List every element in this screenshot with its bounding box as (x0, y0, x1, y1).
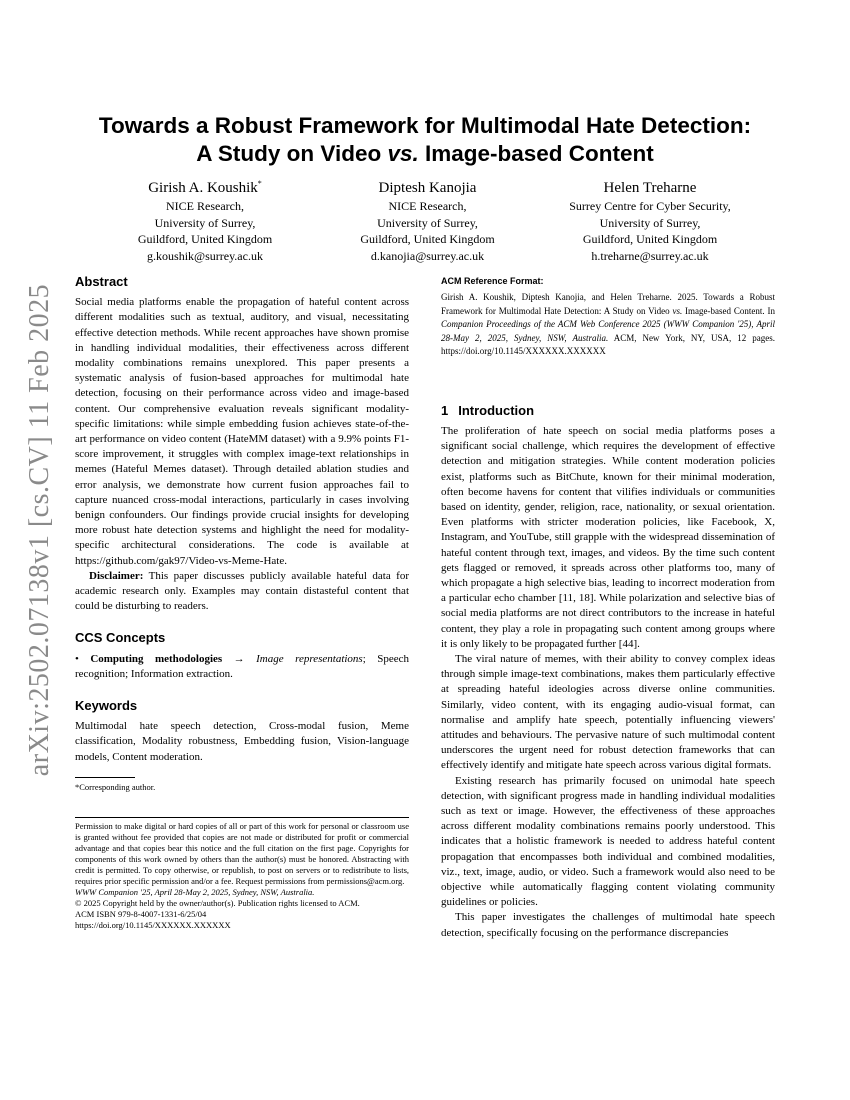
left-column (75, 274, 409, 931)
abstract-body: Social media platforms enable the propagation of hateful content across different modalities such as textual, auditory, and visual, necessitating effective detection methods. While recent approaches have shown promise in handling individual modalities, their effectiveness across different modality combinations remains unexplored. This paper presents a systematic analysis of fusion-based approaches for multimodal hate detection, focusing on their performance across video and image-based content. Our comprehensive evaluation reveals significant modality-specific limitations: while simple embedding fusion achieves state-of-the-art performance on video content (HateMM dataset) with a 9.9% points F1-score improvement, it struggles with complex image-text relationships in memes (Hateful Memes dataset). Through detailed ablation studies and error analysis, we demonstrate how current fusion approaches fail to capture nuanced cross-modal interactions, particularly in cases involving benign confounders. Our findings provide crucial insights for developing more robust hate detection systems and highlight the need for modality-specific architectural considerations. The code is available at https://github.com/gak97/Video-vs-Meme-Hate. (75, 296, 409, 567)
author-name-text: Girish A. Koushik (148, 180, 258, 196)
intro-paragraph-4: This paper investigates the challenges of multimodal hate speech detection, specifically focusing on the performance discrepancies (441, 911, 775, 939)
disclaimer (75, 569, 409, 615)
section-title: Introduction (458, 402, 535, 418)
keywords-body: Multimodal hate speech detection, Cross-modal fusion, Meme classification, Modality robustness, Embedding fusion, Vision-language models, Content moderation. (75, 720, 409, 763)
acm-reference-heading: ACM Reference Format: (441, 276, 544, 286)
acm-ref-part3: ACM, New York, NY, USA, 12 pages. https://doi.org/10.1145/XXXXXX.XXXXXX (441, 332, 775, 357)
ccs-rest: ; Speech recognition; Information extraction. (75, 652, 410, 680)
footnote-rule (75, 777, 135, 778)
keywords-heading: Keywords (75, 698, 138, 714)
title-line-1: Towards a Robust Framework for Multimodal Hate Detection: (98, 113, 752, 138)
author-affiliation: NICE Research, (166, 199, 244, 213)
ccs-concepts (75, 652, 409, 682)
author-email[interactable]: h.treharne@surrey.ac.uk (591, 248, 709, 263)
doi-link[interactable]: https://doi.org/10.1145/XXXXXX.XXXXXX (75, 919, 231, 930)
author-email[interactable]: d.kanojia@surrey.ac.uk (370, 248, 485, 263)
acm-ref-part1: Girish A. Koushik, Diptesh Kanojia, and Helen Treharne. 2025. Towards a Robust Framework for Multimodal Hate Detection: A Study on Video (441, 292, 775, 316)
intro-paragraph-1: The proliferation of hate speech on social media platforms poses a significant social challenge, which requires the development of effective detection and mitigation strategies. While content moderation policies exist, platforms such as BitChute, known for their minimal moderation, often become havens for content that vilifies individuals or communities based on identity, gender, religion, race, nationality, or sexual orientation. Even platforms with stricter moderation policies, like Facebook, X, Instagram, and YouTube, still grapple with the widespread dissemination of hateful content through text, images, and videos. By the time such content gets flagged or removed, it spreads across other platforms too, many of which propagate a high selective bias, leading to incorrect moderation from a particular echo chamber [11, 18]. While polarization and selective bias of social media platforms are not direct contributors to the increase in hateful content, they play a role in propagating such content among groups where it is only likely to be propagated further [44]. (441, 424, 775, 650)
acm-ref-part2: Image-based Content. In (682, 305, 775, 316)
author-university: University of Surrey, (377, 215, 478, 230)
author-name (318, 178, 538, 198)
abstract-heading: Abstract (75, 274, 128, 289)
permission-notice: Permission to make digital or hard copies of all or part of this work for personal or classroom use is granted without fee provided that copies are not made or distributed for profit or commercial advantage and that copies bear this notice and the full citation on the first page. Copyrights for components of this work owned by others than the author(s) must be honored. Abstracting with credit is permitted. To copy otherwise, or republish, to post on servers or to redistribute to lists, requires prior specific permission and/or a fee. Request permissions from permissions@acm.org. (75, 820, 409, 886)
author-name (540, 178, 760, 198)
author-name-text: Helen Treharne (603, 180, 697, 196)
author-2 (318, 178, 538, 264)
ccs-category: Computing methodologies (90, 652, 223, 665)
copyright-notice: © 2025 Copyright held by the owner/author(s). Publication rights licensed to ACM. (75, 897, 360, 908)
author-email[interactable]: g.koushik@surrey.ac.uk (147, 248, 263, 263)
title-line-2 (75, 140, 775, 168)
ccs-heading: CCS Concepts (75, 630, 166, 646)
footnote-corresponding: *Corresponding author. (75, 781, 156, 792)
disclaimer-label: Disclaimer: (89, 569, 144, 582)
corresponding-mark: * (257, 179, 262, 188)
acm-ref-vs: vs. (672, 305, 683, 316)
acm-ref-venue: Companion Proceedings of the ACM Web Conference 2025 (WWW Companion '25), April 28-May 2, 2025, Sydney, NSW, Australia. (441, 319, 775, 343)
ccs-bullet: • (75, 652, 91, 665)
title-line-2-vs: vs. (387, 141, 419, 166)
arxiv-identifier-text: arXiv:2502.07138v1 [cs.CV] 11 Feb 2025 (24, 283, 55, 777)
author-name (95, 178, 315, 198)
author-affiliation: NICE Research, (388, 199, 467, 213)
intro-paragraph-3: Existing research has primarily focused on unimodal hate speech detection, with significant progress made in handling individual modalities such as text or image. However, the effectiveness of these approaches across different modality combinations remains poorly understood. This indicates that a holistic framework is needed to address hateful content propagation that encompasses both individual and combined modalities, viz., text, image, audio, or video. Such a framework would also need to be objective while automatically flagging content violating community guidelines or policies. (441, 774, 775, 909)
author-location: Guildford, United Kingdom (137, 232, 273, 246)
section-heading-introduction (441, 403, 775, 418)
paper-title (75, 112, 775, 168)
author-block (95, 178, 760, 264)
section-number: 1 (441, 402, 449, 418)
permission-rule (75, 817, 409, 818)
author-affiliation: Surrey Centre for Cyber Security, (569, 199, 731, 213)
intro-paragraph-2: The viral nature of memes, with their ability to convey complex ideas through simple image-text combinations, makes them particularly effective at spreading hateful ideologies across diverse online communities. Similarly, video content, with its engaging audio-visual format, can normalise and amplify hate speech, potentially influencing viewers' attitudes and behaviours. The pervasive nature of such multimodal content underscores the urgent need for robust detection frameworks that can effectively identify and mitigate hate speech across various digital formats. (441, 652, 775, 772)
author-location: Guildford, United Kingdom (582, 232, 718, 246)
isbn: ACM ISBN 979-8-4007-1331-6/25/04 (75, 908, 207, 919)
arxiv-identifier-stamp (20, 283, 60, 777)
title-line-2-pre: A Study on Video (196, 141, 388, 166)
author-location: Guildford, United Kingdom (360, 232, 495, 246)
ccs-concept: Image representations (256, 652, 363, 665)
ccs-arrow: → (222, 652, 257, 665)
author-name-text: Diptesh Kanojia (378, 180, 477, 196)
conference-info: WWW Companion '25, April 28-May 2, 2025, Sydney, NSW, Australia. (75, 886, 315, 897)
right-column (441, 274, 775, 941)
author-1 (95, 178, 315, 264)
author-university: University of Surrey, (599, 215, 701, 230)
title-line-2-post: Image-based Content (418, 141, 654, 166)
author-3 (540, 178, 760, 264)
author-university: University of Surrey, (154, 215, 256, 230)
acm-reference-format (441, 291, 775, 359)
disclaimer-text: This paper discusses publicly available hateful data for academic research only. Examples may contain distasteful content that could be disturbing to readers. (75, 569, 409, 613)
